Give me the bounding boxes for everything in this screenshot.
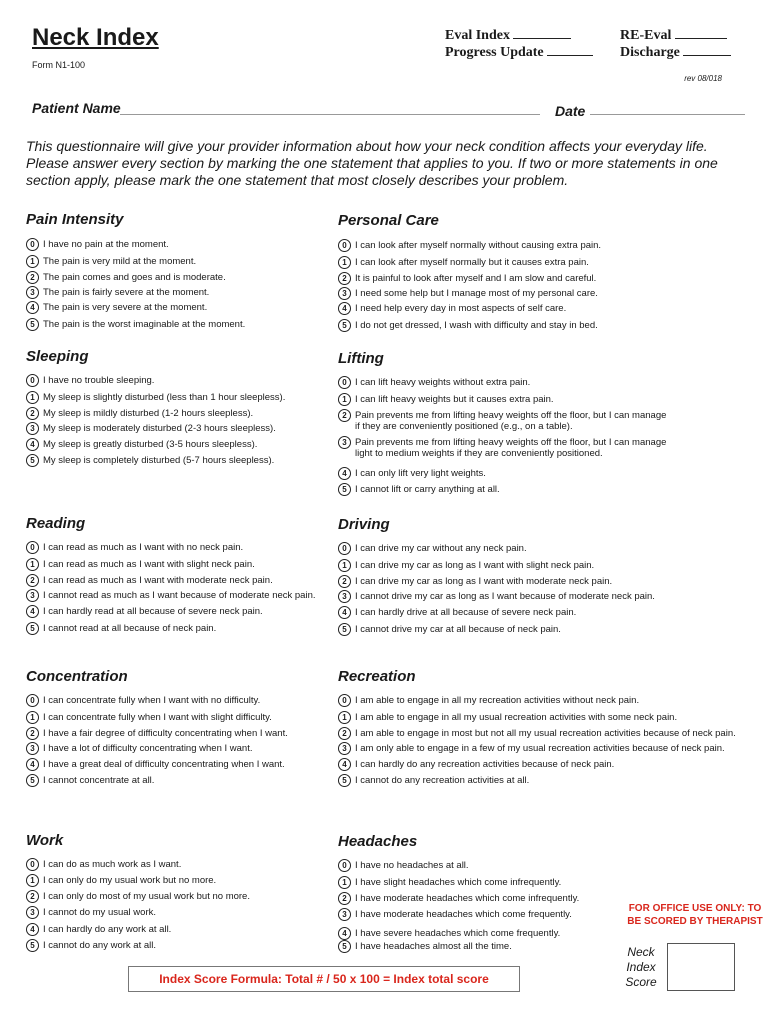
option-number-circle[interactable]: 0 (26, 858, 39, 871)
option-number-circle[interactable]: 0 (338, 859, 351, 872)
answer-option[interactable] (338, 941, 598, 953)
answer-option[interactable] (338, 288, 658, 300)
option-text: The pain comes and goes and is moderate. (43, 272, 226, 283)
answer-option[interactable] (26, 256, 326, 268)
option-number-circle[interactable]: 2 (338, 575, 351, 588)
answer-option[interactable] (338, 273, 658, 285)
answer-option[interactable] (338, 257, 658, 269)
answer-option[interactable] (26, 272, 326, 284)
re-eval-label: RE-Eval (620, 28, 672, 43)
option-text: I have slight headaches which come infrequently. (355, 877, 562, 888)
answer-option[interactable] (26, 859, 326, 871)
answer-option[interactable] (338, 909, 598, 921)
section-concentration (26, 668, 326, 786)
answer-option[interactable] (26, 875, 326, 887)
option-text: I can hardly do any recreation activities because of neck pain. (355, 759, 615, 770)
answer-option[interactable] (26, 319, 326, 331)
option-text: I am able to engage in all my usual recreation activities with some neck pain. (355, 712, 678, 723)
option-number-circle[interactable]: 2 (26, 727, 39, 740)
option-number-circle[interactable]: 1 (338, 256, 351, 269)
answer-option[interactable] (338, 437, 668, 459)
score-entry-box[interactable] (667, 943, 735, 991)
answer-option[interactable] (26, 891, 326, 903)
option-number-circle[interactable]: 5 (26, 454, 39, 467)
option-number-circle[interactable]: 5 (338, 319, 351, 332)
section-work (26, 832, 326, 951)
office-use-note: FOR OFFICE USE ONLY: TO BE SCORED BY THERAPIST (627, 903, 763, 927)
answer-option[interactable] (26, 743, 326, 755)
option-number-circle[interactable]: 5 (338, 623, 351, 636)
answer-option[interactable] (338, 394, 668, 406)
section-headaches (338, 833, 598, 952)
answer-option[interactable] (26, 623, 326, 635)
option-number-circle[interactable]: 3 (26, 589, 39, 602)
section-title: Pain Intensity (26, 211, 124, 228)
option-text: I have severe headaches which come frequently. (355, 928, 561, 939)
option-number-circle[interactable]: 1 (338, 711, 351, 724)
option-text: I cannot read as much as I want because of moderate neck pain. (43, 590, 316, 601)
date-label: Date (555, 103, 586, 119)
form-title: Neck Index (32, 24, 159, 51)
option-text: My sleep is moderately disturbed (2-3 hours sleepless). (43, 423, 276, 434)
answer-option[interactable] (338, 377, 668, 389)
re-eval-field[interactable] (620, 26, 727, 44)
option-number-circle[interactable]: 2 (26, 271, 39, 284)
option-text: I can drive my car as long as I want with slight neck pain. (355, 560, 595, 571)
answer-option[interactable] (26, 940, 326, 952)
section-title: Sleeping (26, 348, 89, 365)
re-eval-blank[interactable] (675, 26, 727, 39)
option-number-circle[interactable]: 2 (26, 574, 39, 587)
option-text: I can hardly read at all because of severe neck pain. (43, 606, 263, 617)
option-number-circle[interactable]: 1 (338, 393, 351, 406)
section-driving (338, 516, 668, 635)
option-number-circle[interactable]: 3 (338, 590, 351, 603)
option-text: Pain prevents me from lifting heavy weights off the floor, but I can manage light to medium weights if they are conveniently positioned. (355, 437, 667, 459)
answer-option[interactable] (338, 303, 658, 315)
answer-option[interactable] (26, 775, 326, 787)
option-number-circle[interactable]: 1 (26, 874, 39, 887)
section-personal-care (338, 212, 658, 331)
answer-option[interactable] (26, 375, 326, 387)
section-lifting (338, 350, 668, 495)
option-number-circle[interactable]: 5 (26, 939, 39, 952)
option-number-circle[interactable]: 0 (26, 541, 39, 554)
option-number-circle[interactable]: 2 (26, 890, 39, 903)
answer-option[interactable] (26, 542, 326, 554)
answer-option[interactable] (26, 728, 326, 740)
option-text: I have no headaches at all. (355, 860, 469, 871)
answer-option[interactable] (26, 907, 326, 919)
option-text: I can do as much work as I want. (43, 859, 182, 870)
answer-option[interactable] (338, 320, 658, 332)
answer-option[interactable] (338, 860, 598, 872)
answer-option[interactable] (26, 606, 326, 618)
option-number-circle[interactable]: 4 (26, 438, 39, 451)
answer-option[interactable] (26, 423, 326, 435)
option-text: It is painful to look after myself and I am slow and careful. (355, 273, 597, 284)
option-text: My sleep is greatly disturbed (3-5 hours sleepless). (43, 439, 258, 450)
option-number-circle[interactable]: 4 (338, 606, 351, 619)
option-number-circle[interactable]: 1 (26, 711, 39, 724)
option-number-circle[interactable]: 3 (338, 908, 351, 921)
option-number-circle[interactable]: 4 (338, 927, 351, 940)
option-number-circle[interactable]: 3 (26, 742, 39, 755)
option-number-circle[interactable]: 4 (338, 467, 351, 480)
answer-option[interactable] (338, 712, 738, 724)
option-text: I can drive my car as long as I want with moderate neck pain. (355, 576, 613, 587)
option-number-circle[interactable]: 4 (338, 758, 351, 771)
answer-option[interactable] (26, 695, 326, 707)
option-text: I cannot concentrate at all. (43, 775, 155, 786)
answer-option[interactable] (338, 928, 598, 940)
option-number-circle[interactable]: 5 (338, 483, 351, 496)
answer-option[interactable] (338, 759, 738, 771)
option-number-circle[interactable]: 0 (26, 694, 39, 707)
progress-update-label: Progress Update (445, 45, 544, 60)
option-text: I have no trouble sleeping. (43, 375, 155, 386)
patient-name-field[interactable] (120, 113, 540, 115)
option-text: I cannot lift or carry anything at all. (355, 484, 500, 495)
answer-option[interactable] (26, 575, 326, 587)
eval-index-field[interactable] (445, 26, 571, 44)
option-number-circle[interactable]: 2 (338, 892, 351, 905)
answer-option[interactable] (26, 287, 326, 299)
option-number-circle[interactable]: 4 (26, 301, 39, 314)
option-number-circle[interactable]: 2 (338, 409, 351, 422)
option-number-circle[interactable]: 3 (338, 436, 351, 449)
section-title: Concentration (26, 668, 128, 685)
option-number-circle[interactable]: 4 (26, 923, 39, 936)
answer-option[interactable] (338, 576, 668, 588)
option-number-circle[interactable]: 0 (338, 376, 351, 389)
option-text: I have moderate headaches which come infrequently. (355, 893, 580, 904)
option-text: I can read as much as I want with no neck pain. (43, 542, 244, 553)
section-title: Personal Care (338, 212, 439, 229)
option-text: I can lift heavy weights without extra pain. (355, 377, 531, 388)
option-number-circle[interactable]: 3 (26, 422, 39, 435)
option-number-circle[interactable]: 1 (26, 391, 39, 404)
eval-index-label: Eval Index (445, 28, 510, 43)
progress-update-blank[interactable] (547, 43, 593, 56)
option-text: I am able to engage in most but not all my usual recreation activities because of neck pain. (355, 728, 736, 739)
answer-option[interactable] (26, 712, 326, 724)
neck-index-score-label: Neck Index Score (625, 945, 657, 989)
option-number-circle[interactable]: 0 (338, 694, 351, 707)
option-text: I can hardly do any work at all. (43, 924, 172, 935)
option-number-circle[interactable]: 2 (26, 407, 39, 420)
option-text: I can lift heavy weights but it causes extra pain. (355, 394, 554, 405)
option-number-circle[interactable]: 0 (26, 238, 39, 251)
answer-option[interactable] (338, 240, 658, 252)
option-text: I have headaches almost all the time. (355, 941, 512, 952)
answer-option[interactable] (26, 590, 326, 602)
option-text: The pain is fairly severe at the moment. (43, 287, 210, 298)
option-text: I can only do my usual work but no more. (43, 875, 217, 886)
option-text: I am only able to engage in a few of my usual recreation activities because of neck pain. (355, 743, 725, 754)
option-text: My sleep is completely disturbed (5-7 hours sleepless). (43, 455, 275, 466)
answer-option[interactable] (338, 728, 738, 740)
option-number-circle[interactable]: 5 (26, 622, 39, 635)
discharge-label: Discharge (620, 45, 680, 60)
option-text: I cannot do my usual work. (43, 907, 156, 918)
option-number-circle[interactable]: 1 (26, 255, 39, 268)
option-text: I can look after myself normally without causing extra pain. (355, 240, 602, 251)
option-text: I can read as much as I want with moderate neck pain. (43, 575, 273, 586)
patient-name-label: Patient Name (32, 100, 121, 116)
section-title: Headaches (338, 833, 418, 850)
option-number-circle[interactable]: 3 (338, 287, 351, 300)
option-number-circle[interactable]: 0 (338, 542, 351, 555)
option-text: My sleep is mildly disturbed (1-2 hours sleepless). (43, 408, 254, 419)
option-text: I can look after myself normally but it causes extra pain. (355, 257, 589, 268)
option-number-circle[interactable]: 4 (338, 302, 351, 315)
option-text: I cannot drive my car as long as I want because of moderate neck pain. (355, 591, 655, 602)
discharge-blank[interactable] (683, 43, 731, 56)
section-title: Work (26, 832, 64, 849)
answer-option[interactable] (338, 877, 598, 889)
answer-option[interactable] (338, 410, 668, 432)
answer-option[interactable] (26, 439, 326, 451)
option-number-circle[interactable]: 4 (26, 758, 39, 771)
option-number-circle[interactable]: 5 (26, 318, 39, 331)
answer-option[interactable] (26, 924, 326, 936)
answer-option[interactable] (26, 759, 326, 771)
option-text: I cannot drive my car at all because of neck pain. (355, 624, 561, 635)
option-text: I cannot read at all because of neck pain. (43, 623, 217, 634)
option-text: Pain prevents me from lifting heavy weights off the floor, but I can manage if they are conveniently positioned (e.g., on a table). (355, 410, 667, 432)
answer-option[interactable] (338, 695, 738, 707)
option-text: I can drive my car without any neck pain. (355, 543, 527, 554)
option-text: I have a lot of difficulty concentrating when I want. (43, 743, 253, 754)
option-text: I have a great deal of difficulty concentrating when I want. (43, 759, 285, 770)
option-number-circle[interactable]: 5 (338, 774, 351, 787)
answer-option[interactable] (338, 543, 668, 555)
option-text: I have moderate headaches which come frequently. (355, 909, 572, 920)
option-text: I can only do most of my usual work but no more. (43, 891, 250, 902)
answer-option[interactable] (338, 560, 668, 572)
section-sleeping (26, 348, 326, 466)
eval-index-blank[interactable] (513, 26, 571, 39)
option-number-circle[interactable]: 5 (26, 774, 39, 787)
answer-option[interactable] (26, 455, 326, 467)
option-text: I can concentrate fully when I want with no difficulty. (43, 695, 261, 706)
option-text: The pain is very severe at the moment. (43, 302, 208, 313)
option-number-circle[interactable]: 2 (338, 272, 351, 285)
answer-option[interactable] (338, 484, 668, 496)
option-number-circle[interactable]: 3 (26, 286, 39, 299)
option-number-circle[interactable]: 1 (26, 558, 39, 571)
revision-label: rev 08/018 (684, 74, 722, 83)
progress-update-field[interactable] (445, 43, 593, 61)
answer-option[interactable] (338, 743, 738, 755)
instructions-paragraph: This questionnaire will give your provider information about how your neck condition affects your everyday life. Please answer every section by marking the one statement that applies to you. If two or more statements in one section apply, please mark the one statement that most closely describes your problem. (26, 138, 718, 188)
option-text: I can concentrate fully when I want with slight difficulty. (43, 712, 272, 723)
answer-option[interactable] (338, 591, 668, 603)
section-pain-intensity (26, 211, 326, 330)
answer-option[interactable] (338, 607, 668, 619)
section-recreation (338, 668, 738, 786)
option-number-circle[interactable]: 2 (338, 727, 351, 740)
option-text: I can only lift very light weights. (355, 468, 486, 479)
option-number-circle[interactable]: 0 (26, 374, 39, 387)
section-title: Reading (26, 515, 86, 532)
option-number-circle[interactable]: 1 (338, 876, 351, 889)
option-text: I have a fair degree of difficulty concentrating when I want. (43, 728, 288, 739)
answer-option[interactable] (26, 239, 326, 251)
answer-option[interactable] (26, 302, 326, 314)
option-number-circle[interactable]: 1 (338, 559, 351, 572)
option-text: I need help every day in most aspects of self care. (355, 303, 567, 314)
answer-option[interactable] (338, 624, 668, 636)
option-number-circle[interactable]: 0 (338, 239, 351, 252)
option-number-circle[interactable]: 4 (26, 605, 39, 618)
section-title: Recreation (338, 668, 416, 685)
section-reading (26, 515, 326, 634)
option-text: I cannot do any work at all. (43, 940, 157, 951)
option-text: I do not get dressed, I wash with difficulty and stay in bed. (355, 320, 598, 331)
option-text: The pain is the worst imaginable at the moment. (43, 319, 246, 330)
answer-option[interactable] (26, 559, 326, 571)
answer-option[interactable] (26, 408, 326, 420)
answer-option[interactable] (338, 775, 738, 787)
option-text: I need some help but I manage most of my personal care. (355, 288, 598, 299)
option-text: I have no pain at the moment. (43, 239, 169, 250)
option-text: My sleep is slightly disturbed (less than 1 hour sleepless). (43, 392, 286, 403)
option-text: I am able to engage in all my recreation activities without neck pain. (355, 695, 640, 706)
answer-option[interactable] (338, 893, 598, 905)
option-text: I can read as much as I want with slight neck pain. (43, 559, 255, 570)
option-number-circle[interactable]: 3 (338, 742, 351, 755)
index-score-formula: Index Score Formula: Total # / 50 x 100 = Index total score (128, 966, 520, 992)
section-title: Lifting (338, 350, 384, 367)
option-text: The pain is very mild at the moment. (43, 256, 197, 267)
section-title: Driving (338, 516, 390, 533)
option-text: I cannot do any recreation activities at all. (355, 775, 530, 786)
form-number: Form N1-100 (32, 60, 86, 70)
discharge-field[interactable] (620, 43, 731, 61)
date-field[interactable] (590, 113, 745, 115)
answer-option[interactable] (26, 392, 326, 404)
option-number-circle[interactable]: 5 (338, 940, 351, 953)
option-text: I can hardly drive at all because of severe neck pain. (355, 607, 577, 618)
option-number-circle[interactable]: 3 (26, 906, 39, 919)
answer-option[interactable] (338, 468, 668, 480)
